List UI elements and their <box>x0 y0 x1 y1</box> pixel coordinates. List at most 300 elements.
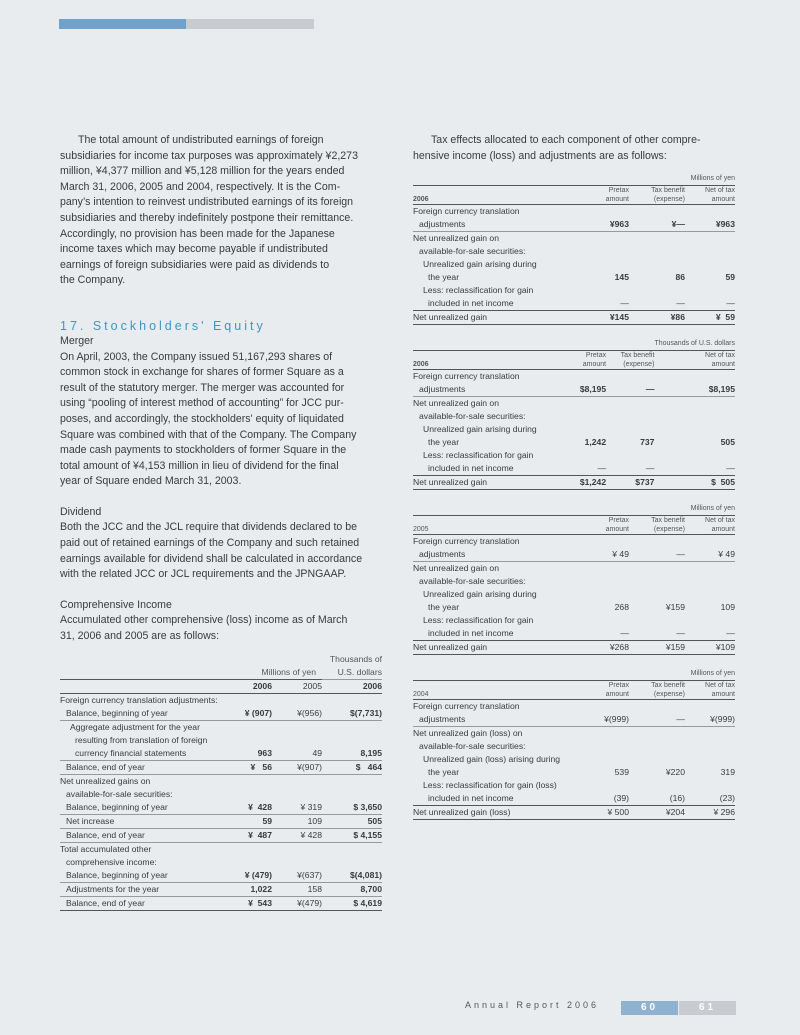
blank-cell <box>566 410 606 423</box>
blank-cell <box>606 423 654 436</box>
blank-cell <box>413 516 581 526</box>
dividend-paragraph: Both the JCC and the JCL require that dividends declared to be paid out of retained earnings of the Company and such retained earnings available for dividend shall be calculated in accordance with the related JCC or JCL requirements and the JPNGAAP. <box>60 521 363 581</box>
blank-cell <box>581 575 629 588</box>
tax-value: 86 <box>675 272 685 283</box>
table-row <box>413 806 735 820</box>
table-row <box>413 753 735 766</box>
value-2005: ¥(907) <box>297 761 322 772</box>
table-row <box>60 828 382 842</box>
row-label: currency financial statements <box>75 747 187 758</box>
section-title: 17. Stockholders' Equity <box>60 318 266 333</box>
blank-cell <box>629 779 685 792</box>
pretax-value: — <box>620 628 629 639</box>
blank-cell <box>581 700 629 714</box>
tax-value: — <box>645 463 655 474</box>
blank-cell <box>629 700 685 714</box>
unit-usd-label-2: U.S. dollars <box>322 666 382 680</box>
col-net-2: amount <box>711 691 735 699</box>
year-label: 2006 <box>413 361 429 369</box>
table-row <box>413 186 735 196</box>
less-label: Less: reclassification for gain <box>423 615 534 626</box>
fct-label: Foreign currency translation <box>413 536 520 547</box>
adj-label: adjustments <box>419 549 466 560</box>
blank-cell <box>606 410 654 423</box>
blank-cell <box>581 740 629 753</box>
blank-cell <box>629 575 685 588</box>
blank-cell <box>685 284 735 297</box>
row-label: comprehensive income: <box>66 856 157 867</box>
col-pretax-2: amount <box>605 526 629 534</box>
table-row <box>413 218 735 232</box>
pretax-total: ¥268 <box>609 642 629 653</box>
blank-cell <box>629 535 685 549</box>
blank-cell <box>413 681 581 691</box>
col-2006-usd: 2006 <box>362 680 382 691</box>
blank-cell <box>581 172 629 186</box>
row-label: Balance, end of year <box>66 897 145 908</box>
year-label: 2006 <box>413 196 429 204</box>
value-2006 <box>230 734 272 747</box>
value-2006 <box>230 693 272 707</box>
value-2006-usd <box>322 842 382 856</box>
col-net: Net of tax <box>705 517 735 525</box>
ty-label: the year <box>428 767 460 778</box>
less-label: Less: reclassification for gain <box>423 285 534 296</box>
value-2006-usd <box>322 774 382 788</box>
table-row <box>60 720 382 734</box>
table-row <box>413 462 735 476</box>
value-2006-usd: $(7,731) <box>349 707 382 718</box>
col-tax-2: (expense) <box>653 691 685 699</box>
col-pretax-2: amount <box>582 361 607 369</box>
blank-cell <box>581 562 629 576</box>
net-value: — <box>726 298 735 309</box>
pretax-value: ¥(999) <box>604 714 629 725</box>
value-2005: 109 <box>307 815 322 826</box>
comprehensive-income-heading: Comprehensive Income <box>60 598 172 611</box>
blank-cell <box>606 337 654 351</box>
value-2006-usd <box>322 788 382 801</box>
blank-cell <box>606 370 654 384</box>
blank-cell <box>685 614 735 627</box>
blank-cell <box>413 351 566 361</box>
less-label: Less: reclassification for gain (loss) <box>423 780 557 791</box>
table-row <box>413 740 735 753</box>
value-2006: ¥ (907) <box>244 707 272 718</box>
value-2006-usd <box>322 720 382 734</box>
table-row <box>413 525 735 535</box>
col-net-2: amount <box>711 196 735 204</box>
unit-label: Millions of yen <box>690 670 735 678</box>
blank-cell <box>629 753 685 766</box>
table-row <box>60 707 382 721</box>
blank-cell <box>654 370 735 384</box>
table-row <box>413 205 735 219</box>
comprehensive-income-rows <box>60 693 382 910</box>
blank-cell <box>629 667 685 681</box>
blank-cell <box>654 410 735 423</box>
tax-effects-table-2 <box>413 502 735 655</box>
tax-value: — <box>676 298 685 309</box>
tax-value: — <box>676 714 685 725</box>
blank-cell <box>629 588 685 601</box>
blank-cell <box>413 667 581 681</box>
table-row <box>413 575 735 588</box>
value-2005: 158 <box>307 883 322 894</box>
pretax-value: — <box>597 463 607 474</box>
blank-cell <box>413 337 566 351</box>
value-2005: 49 <box>312 747 322 758</box>
blank-cell <box>566 423 606 436</box>
col-2006: 2006 <box>252 680 272 691</box>
value-2006: ¥ 487 <box>248 829 272 840</box>
value-2006: ¥ (479) <box>244 869 272 880</box>
blank-cell <box>581 502 629 516</box>
nug-label: Net unrealized gain on <box>413 233 499 244</box>
dividend-heading: Dividend <box>60 505 102 518</box>
value-2006-usd <box>322 734 382 747</box>
table-row <box>413 284 735 297</box>
net-value: — <box>726 628 735 639</box>
blank-cell <box>685 258 735 271</box>
blank-cell <box>413 502 581 516</box>
total-label: Net unrealized gain <box>413 642 488 653</box>
col-net-2: amount <box>711 361 735 369</box>
net-value: ¥(999) <box>710 714 735 725</box>
uga-label: Unrealized gain arising during <box>423 259 537 270</box>
table-row <box>413 245 735 258</box>
left-column <box>60 133 382 911</box>
value-2006-usd: $ 4,619 <box>353 897 382 908</box>
table-row <box>413 297 735 311</box>
fct-label: Foreign currency translation <box>413 701 520 712</box>
blank-cell <box>581 727 629 741</box>
net-value: ¥963 <box>715 219 735 230</box>
inc-label: included in net income <box>428 628 514 639</box>
value-2006-usd <box>322 693 382 707</box>
table-row <box>413 727 735 741</box>
ty-label: the year <box>428 272 460 283</box>
table-row <box>413 397 735 411</box>
ty-label: the year <box>428 602 460 613</box>
table-row <box>413 436 735 449</box>
total-label: Net unrealized gain (loss) <box>413 807 511 818</box>
value-2006-usd: 8,700 <box>360 883 382 894</box>
table-row <box>60 842 382 856</box>
adj-label: adjustments <box>419 384 466 395</box>
value-2006-usd: $ 3,650 <box>353 801 382 812</box>
unit-label: Thousands of U.S. dollars <box>654 340 735 348</box>
adj-label: adjustments <box>419 219 466 230</box>
value-2006 <box>230 856 272 869</box>
blank-cell <box>685 588 735 601</box>
tax-value: ¥159 <box>665 602 685 613</box>
value-2006: 1,022 <box>250 883 272 894</box>
value-2006-usd: 505 <box>367 815 382 826</box>
value-2006-usd: $ 464 <box>355 761 382 772</box>
blank-cell <box>685 779 735 792</box>
net-value: 319 <box>720 767 735 778</box>
table-row <box>413 588 735 601</box>
pretax-value: (39) <box>613 793 629 804</box>
afs-label: available-for-sale securities: <box>419 246 526 257</box>
blank-cell <box>581 232 629 246</box>
table-row <box>413 627 735 641</box>
blank-cell <box>685 727 735 741</box>
table-row <box>413 476 735 490</box>
table-row <box>60 856 382 869</box>
col-net: Net of tax <box>705 187 735 195</box>
less-label: Less: reclassification for gain <box>423 450 534 461</box>
value-2006 <box>230 788 272 801</box>
inc-label: included in net income <box>428 298 514 309</box>
net-total: ¥ 59 <box>715 312 735 323</box>
value-2006: 59 <box>262 815 272 826</box>
col-tax-2: (expense) <box>653 526 685 534</box>
pretax-value: 268 <box>614 602 629 613</box>
table-row <box>413 601 735 614</box>
row-label: Net increase <box>66 815 115 826</box>
table-row <box>413 360 735 370</box>
table-row <box>413 562 735 576</box>
uga-label: Unrealized gain (loss) arising during <box>423 754 561 765</box>
afs-label: available-for-sale securities: <box>419 576 526 587</box>
blank-cell <box>581 245 629 258</box>
tax-value: — <box>676 549 685 560</box>
col-pretax-2: amount <box>605 196 629 204</box>
tax-value: 737 <box>640 437 655 448</box>
adj-label: adjustments <box>419 714 466 725</box>
table-row <box>60 896 382 910</box>
tax-total: ¥204 <box>665 807 685 818</box>
value-2005 <box>272 774 322 788</box>
blank-cell <box>685 562 735 576</box>
net-value: ¥ 49 <box>718 549 735 560</box>
uga-label: Unrealized gain arising during <box>423 589 537 600</box>
blank-cell <box>654 449 735 462</box>
table-row <box>413 370 735 384</box>
row-label: Balance, beginning of year <box>66 869 168 880</box>
tax-total: $737 <box>635 477 655 488</box>
blank-cell <box>685 753 735 766</box>
uga-label: Unrealized gain arising during <box>423 424 537 435</box>
blank-cell <box>413 172 581 186</box>
value-2005: ¥(956) <box>297 707 322 718</box>
table-row <box>413 351 735 361</box>
right-column <box>413 133 735 832</box>
value-2005: ¥(479) <box>297 897 322 908</box>
table-row <box>60 814 382 828</box>
blank-cell <box>581 588 629 601</box>
pretax-value: 145 <box>614 272 629 283</box>
pretax-total: $1,242 <box>579 477 607 488</box>
tax-value: — <box>676 628 685 639</box>
blank-cell <box>685 700 735 714</box>
undistributed-earnings-paragraph: The total amount of undistributed earnings of foreign subsidiaries for income tax purposes was approximately ¥2,273 million, ¥4,377 million and ¥5,128 million for the years ended March 31, 2006, 2005 and 2004, respectively. It is the Com- pany’s intention to reinvest undistributed earnings of its foreign subsidiaries and thereby indefinitely postpone their remittance. Accordingly, no provision has been made for the Japanese income taxes which may become payable if undistributed earnings of foreign subsidiaries were paid as dividends to the Company. <box>60 134 358 287</box>
blank-cell <box>629 284 685 297</box>
table-row <box>413 271 735 284</box>
tax-effects-table-0 <box>413 172 735 325</box>
col-tax-2: (expense) <box>653 196 685 204</box>
table-row <box>413 232 735 246</box>
footer-text: Annual Report 2006 <box>465 1000 600 1010</box>
page-number-right: 61 <box>679 1001 736 1015</box>
net-value: 109 <box>720 602 735 613</box>
blank-cell <box>654 397 735 411</box>
blank-cell <box>629 245 685 258</box>
col-tax: Tax benefit <box>651 187 685 195</box>
table-row <box>60 882 382 896</box>
blank-cell <box>566 449 606 462</box>
blank-cell <box>629 232 685 246</box>
blank-cell <box>581 205 629 219</box>
value-2006: ¥ 428 <box>248 801 272 812</box>
tax-effects-table-1 <box>413 337 735 490</box>
unit-yen-label: Millions of yen <box>261 666 316 677</box>
value-2005 <box>272 734 322 747</box>
value-2005 <box>272 720 322 734</box>
blank-cell <box>413 186 581 196</box>
afs-label: available-for-sale securities: <box>419 411 526 422</box>
blank-cell <box>581 258 629 271</box>
row-label: Balance, beginning of year <box>66 801 168 812</box>
year-label: 2005 <box>413 526 429 534</box>
unit-usd-label: Thousands of <box>329 653 382 664</box>
table-row <box>413 681 735 691</box>
net-total: ¥109 <box>715 642 735 653</box>
blank-cell <box>581 284 629 297</box>
tax-value: — <box>645 384 655 395</box>
table-row <box>413 792 735 806</box>
blank-cell <box>566 337 606 351</box>
table-row <box>413 690 735 700</box>
progress-bar <box>59 19 314 29</box>
table-row <box>413 516 735 526</box>
row-label: Balance, beginning of year <box>66 707 168 718</box>
blank-cell <box>685 740 735 753</box>
col-pretax-2: amount <box>605 691 629 699</box>
merger-heading: Merger <box>60 334 94 347</box>
table-row <box>413 667 735 681</box>
value-2005 <box>272 842 322 856</box>
blank-cell <box>566 370 606 384</box>
tax-value: ¥220 <box>665 767 685 778</box>
row-label: Balance, end of year <box>66 829 145 840</box>
blank-cell <box>685 232 735 246</box>
value-2006-usd: 8,195 <box>360 747 382 758</box>
value-2006: ¥ 56 <box>250 761 272 772</box>
year-label: 2004 <box>413 691 429 699</box>
table-row <box>60 788 382 801</box>
col-pretax: Pretax <box>608 682 629 690</box>
table-row <box>413 172 735 186</box>
value-2006: 963 <box>257 747 272 758</box>
col-net-2: amount <box>711 526 735 534</box>
blank-cell <box>629 562 685 576</box>
blank-cell <box>581 614 629 627</box>
pretax-value: 1,242 <box>584 437 607 448</box>
table-row <box>413 502 735 516</box>
comprehensive-income-paragraph: Accumulated other comprehensive (loss) income as of March 31, 2006 and 2005 are as follows: <box>60 614 348 643</box>
col-tax: Tax benefit <box>651 517 685 525</box>
blank-cell <box>581 753 629 766</box>
blank-cell <box>629 172 685 186</box>
value-2005: ¥ 319 <box>300 801 322 812</box>
inc-label: included in net income <box>428 463 514 474</box>
value-2006-usd: $ 4,155 <box>353 829 382 840</box>
row-label: Net unrealized gains on <box>60 775 151 786</box>
blank-cell <box>629 740 685 753</box>
net-value: $8,195 <box>708 384 735 395</box>
col-tax-2: (expense) <box>623 361 655 369</box>
table-row <box>413 258 735 271</box>
col-pretax: Pretax <box>585 352 607 360</box>
blank-cell <box>606 397 654 411</box>
unit-label: Millions of yen <box>690 175 735 183</box>
tax-effects-table-3 <box>413 667 735 820</box>
table-row <box>60 747 382 761</box>
table-row <box>413 548 735 562</box>
table-row <box>60 693 382 707</box>
tax-total: ¥86 <box>670 312 685 323</box>
blank-cell <box>629 727 685 741</box>
table-row <box>413 713 735 727</box>
table-row <box>60 869 382 883</box>
value-2006-usd <box>322 856 382 869</box>
tax-effects-intro: Tax effects allocated to each component of other compre- hensive income (loss) and adjustments are as follows: <box>413 134 701 162</box>
blank-cell <box>581 667 629 681</box>
nug-label: Net unrealized gain (loss) on <box>413 728 523 739</box>
blank-cell <box>629 258 685 271</box>
fct-label: Foreign currency translation <box>413 371 520 382</box>
tax-value: ¥— <box>671 219 685 230</box>
net-value: 505 <box>720 437 735 448</box>
tax-value: (16) <box>669 793 685 804</box>
value-2006 <box>230 842 272 856</box>
net-total: $ 505 <box>711 477 735 488</box>
col-tax: Tax benefit <box>651 682 685 690</box>
fct-label: Foreign currency translation <box>413 206 520 217</box>
value-2005 <box>272 693 322 707</box>
afs-label: available-for-sale securities: <box>419 741 526 752</box>
page-number-left: 60 <box>621 1001 678 1015</box>
net-value: — <box>726 463 735 474</box>
progress-bar-fill <box>59 19 186 29</box>
table-row <box>413 423 735 436</box>
row-label: Foreign currency translation adjustments: <box>60 694 218 705</box>
table-row <box>413 614 735 627</box>
blank-cell <box>629 205 685 219</box>
col-2005: 2005 <box>302 680 322 691</box>
pretax-value: 539 <box>614 767 629 778</box>
value-2006 <box>230 774 272 788</box>
blank-cell <box>654 423 735 436</box>
pretax-value: $8,195 <box>579 384 607 395</box>
nug-label: Net unrealized gain on <box>413 563 499 574</box>
net-total: ¥ 296 <box>713 807 735 818</box>
blank-cell <box>685 535 735 549</box>
col-pretax: Pretax <box>608 517 629 525</box>
nug-label: Net unrealized gain on <box>413 398 499 409</box>
row-label: Adjustments for the year <box>66 883 160 894</box>
value-2006: ¥ 543 <box>248 897 272 908</box>
table-row <box>413 410 735 423</box>
merger-paragraph: On April, 2003, the Company issued 51,167,293 shares of common stock in exchange for shares of former Square as a result of the statutory merger. The merger was accounted for using “pooling of interest method of accounting” for JCC pur- poses, and accordingly, the stockholders' equity of liquidated Square was combined with that of the Company. The Company made cash payments to stockholders of former Square in the total amount of ¥4,153 million in lieu of dividend for the final year of Square ended March 31, 2003. <box>60 350 357 488</box>
blank-cell <box>606 449 654 462</box>
blank-cell <box>629 614 685 627</box>
blank-cell <box>685 205 735 219</box>
row-label: resulting from translation of foreign <box>75 734 208 745</box>
